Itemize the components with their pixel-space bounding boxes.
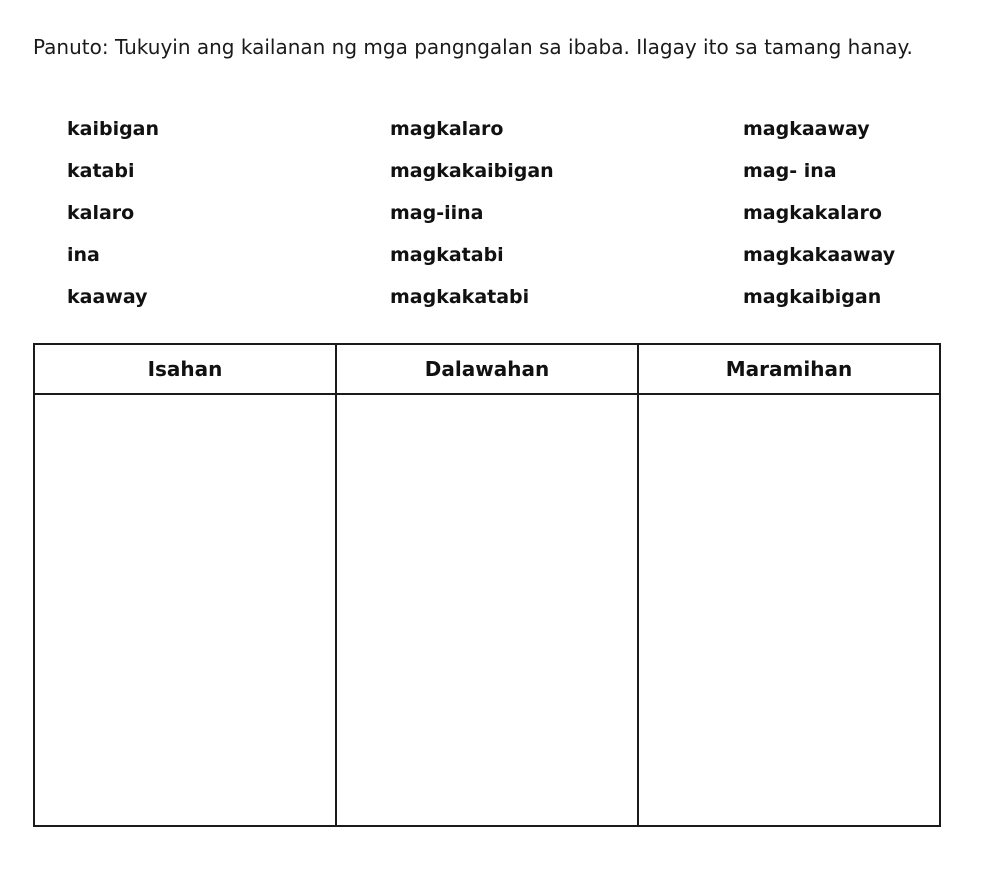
- word-item[interactable]: magkatabi: [390, 244, 504, 266]
- word-item[interactable]: magkaaway: [743, 118, 870, 140]
- drop-zone-isahan[interactable]: [34, 394, 336, 826]
- word-item[interactable]: kaaway: [67, 286, 148, 308]
- column-header-dalawahan: Dalawahan: [336, 344, 638, 394]
- word-item[interactable]: magkaibigan: [743, 286, 882, 308]
- column-header-maramihan: Maramihan: [638, 344, 940, 394]
- table-row: [34, 394, 940, 826]
- drop-zone-maramihan[interactable]: [638, 394, 940, 826]
- sorting-table: [33, 343, 941, 827]
- word-item[interactable]: magkalaro: [390, 118, 504, 140]
- instructions-text: Panuto: Tukuyin ang kailanan ng mga pangngalan sa ibaba. Ilagay ito sa tamang hanay.: [33, 35, 913, 59]
- word-item[interactable]: ina: [67, 244, 100, 266]
- word-item[interactable]: magkakalaro: [743, 202, 882, 224]
- word-item[interactable]: magkakatabi: [390, 286, 530, 308]
- word-item[interactable]: kalaro: [67, 202, 135, 224]
- word-item[interactable]: magkakaibigan: [390, 160, 554, 182]
- word-item[interactable]: magkakaaway: [743, 244, 896, 266]
- word-item[interactable]: kaibigan: [67, 118, 160, 140]
- table-header-row: [34, 344, 940, 394]
- drop-zone-dalawahan[interactable]: [336, 394, 638, 826]
- word-item[interactable]: mag- ina: [743, 160, 837, 182]
- column-header-isahan: Isahan: [34, 344, 336, 394]
- word-item[interactable]: katabi: [67, 160, 135, 182]
- word-item[interactable]: mag-iina: [390, 202, 484, 224]
